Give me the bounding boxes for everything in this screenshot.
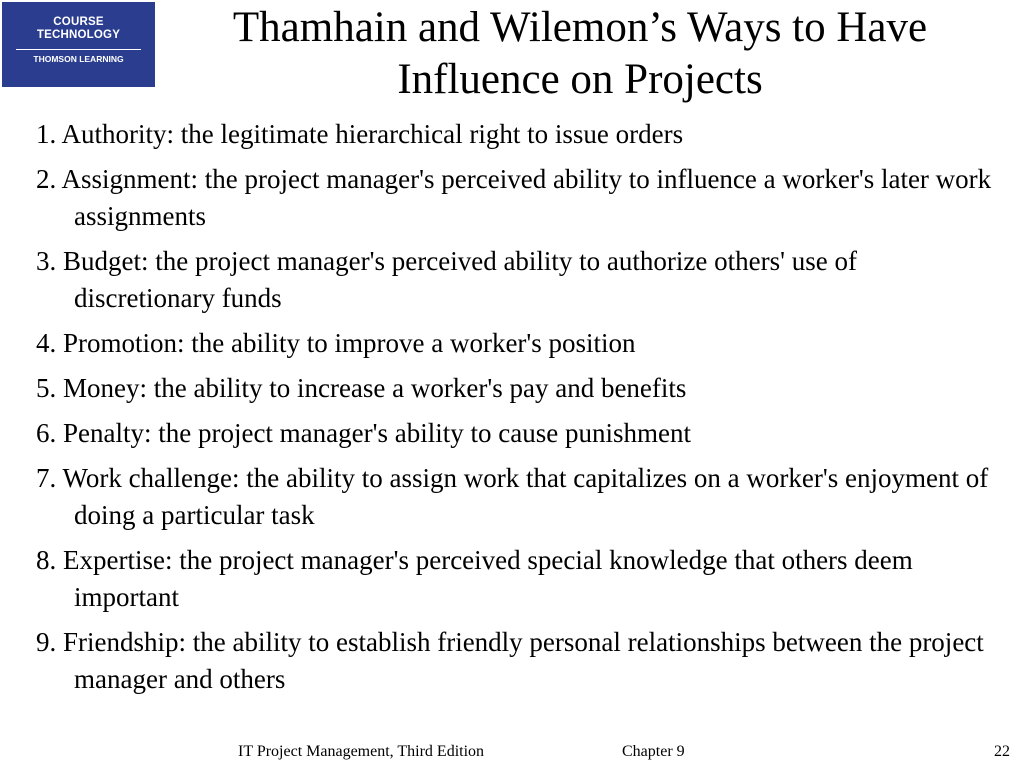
list-item: 1. Authority: the legitimate hierarchical right to issue orders (36, 119, 684, 149)
footer-chapter: Chapter 9 (622, 743, 685, 760)
list-item: 5. Money: the ability to increase a worker's pay and benefits (36, 373, 687, 403)
list-item: 2. Assignment: the project manager's perceived ability to influence a worker's later work assignments (36, 164, 992, 231)
list-item: 3. Budget: the project manager's perceived ability to authorize others' use of discretionary funds (36, 246, 857, 313)
list-item: 8. Expertise: the project manager's perceived special knowledge that others deem important (36, 545, 913, 612)
footer-book-title: IT Project Management, Third Edition (238, 743, 485, 760)
logo-line-course: COURSE (53, 16, 104, 28)
list-item: 9. Friendship: the ability to establish friendly personal relationships between the project manager and others (36, 627, 984, 694)
list-item: 7. Work challenge: the ability to assign work that capitalizes on a worker's enjoyment of doing a particular task (36, 463, 989, 530)
logo-line-thomson-learning: THOMSON LEARNING (33, 54, 124, 64)
slide-title: Thamhain and Wilemon’s Ways to Have Influence on Projects (232, 4, 928, 103)
logo-line-technology: TECHNOLOGY (36, 29, 121, 41)
footer-page-number: 22 (994, 743, 1010, 760)
list-item: 4. Promotion: the ability to improve a worker's position (36, 328, 636, 358)
logo-divider (16, 49, 141, 50)
publisher-logo (2, 2, 155, 87)
influence-list (36, 116, 996, 706)
list-item: 6. Penalty: the project manager's ability to cause punishment (36, 418, 691, 448)
